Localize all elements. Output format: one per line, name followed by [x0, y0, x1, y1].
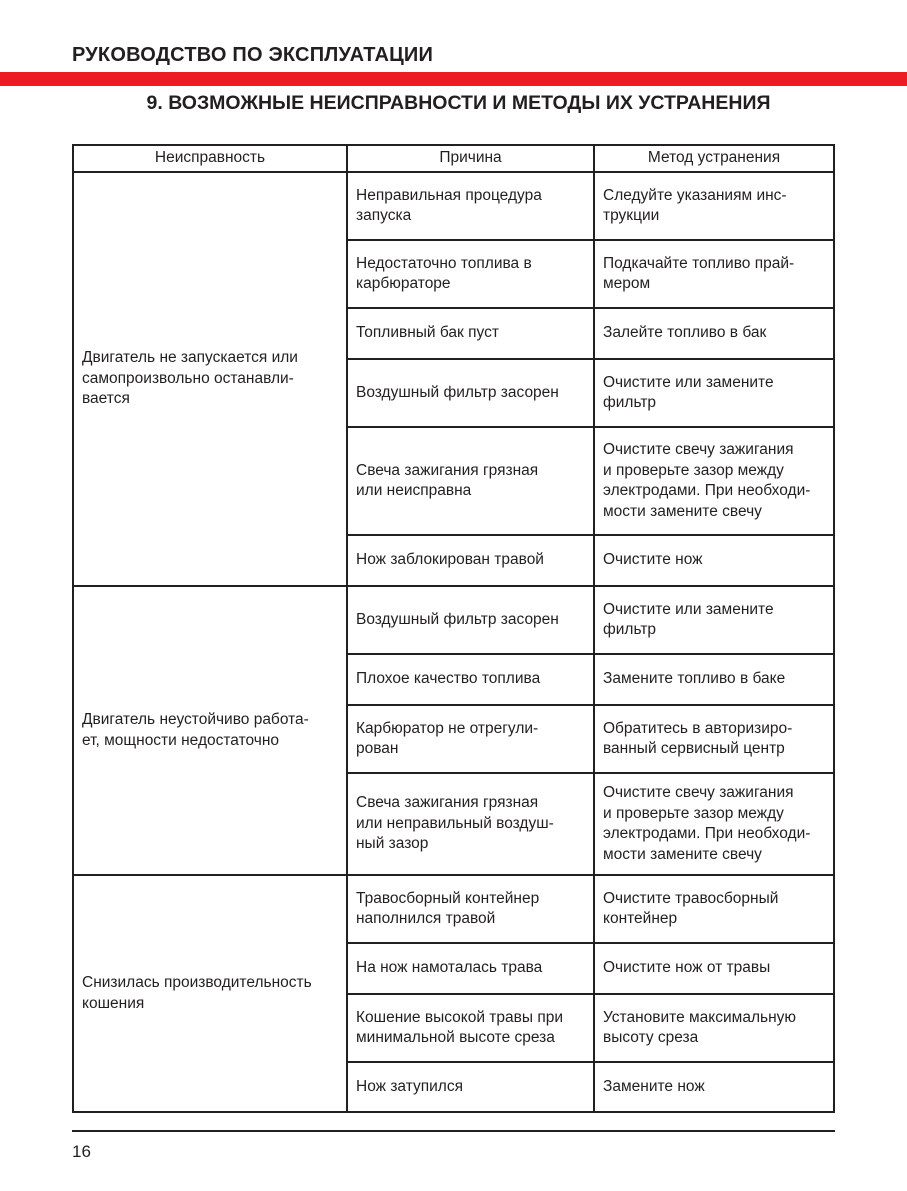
cause-cell: Карбюратор не отрегули- рован	[347, 705, 594, 773]
table-row	[73, 586, 834, 654]
cause-cell: Недостаточно топлива в карбюраторе	[347, 240, 594, 308]
cause-cell: Нож заблокирован травой	[347, 535, 594, 586]
fix-cell: Залейте топливо в бак	[594, 308, 834, 359]
page-number: 16	[72, 1142, 91, 1161]
fix-cell: Замените топливо в баке	[594, 654, 834, 705]
footer-rule	[72, 1130, 835, 1132]
fix-cell: Очистите травосборный контейнер	[594, 875, 834, 943]
section-title: 9. ВОЗМОЖНЫЕ НЕИСПРАВНОСТИ И МЕТОДЫ ИХ УСТРАНЕНИЯ	[146, 92, 771, 114]
fix-cell: Очистите свечу зажигания и проверьте зазор между электродами. При необходи- мости замените свечу	[594, 427, 834, 535]
fix-cell: Подкачайте топливо прай- мером	[594, 240, 834, 308]
column-header-fix: Метод устранения	[594, 145, 834, 172]
cause-cell: Свеча зажигания грязная или неисправна	[347, 427, 594, 535]
fix-cell: Очистите нож от травы	[594, 943, 834, 994]
fix-cell: Следуйте указаниям инс- трукции	[594, 172, 834, 240]
column-header-fault: Неисправность	[73, 145, 347, 172]
fix-cell: Очистите нож	[594, 535, 834, 586]
red-header-bar	[0, 72, 907, 86]
troubleshooting-table	[72, 144, 835, 1113]
cause-cell: Воздушный фильтр засорен	[347, 586, 594, 654]
table-row	[73, 172, 834, 240]
fault-cell: Двигатель не запускается или самопроизвольно останавли- вается	[73, 172, 347, 586]
fault-cell: Двигатель неустойчиво работа- ет, мощности недостаточно	[73, 586, 347, 875]
cause-cell: Плохое качество топлива	[347, 654, 594, 705]
fix-cell: Очистите или замените фильтр	[594, 359, 834, 427]
table-row	[73, 875, 834, 943]
cause-cell: Воздушный фильтр засорен	[347, 359, 594, 427]
column-header-cause: Причина	[347, 145, 594, 172]
table-header-row	[73, 145, 834, 172]
cause-cell: Неправильная процедура запуска	[347, 172, 594, 240]
running-title: РУКОВОДСТВО ПО ЭКСПЛУАТАЦИИ	[72, 44, 434, 66]
cause-cell: На нож намоталась трава	[347, 943, 594, 994]
cause-cell: Топливный бак пуст	[347, 308, 594, 359]
cause-cell: Нож затупился	[347, 1062, 594, 1112]
fault-cell: Снизилась производительность кошения	[73, 875, 347, 1112]
fix-cell: Очистите свечу зажигания и проверьте зазор между электродами. При необходи- мости замените свечу	[594, 773, 834, 875]
cause-cell: Травосборный контейнер наполнился травой	[347, 875, 594, 943]
cause-cell: Свеча зажигания грязная или неправильный воздуш- ный зазор	[347, 773, 594, 875]
fix-cell: Обратитесь в авторизиро- ванный сервисный центр	[594, 705, 834, 773]
fix-cell: Установите максимальную высоту среза	[594, 994, 834, 1062]
fix-cell: Замените нож	[594, 1062, 834, 1112]
cause-cell: Кошение высокой травы при минимальной высоте среза	[347, 994, 594, 1062]
fix-cell: Очистите или замените фильтр	[594, 586, 834, 654]
